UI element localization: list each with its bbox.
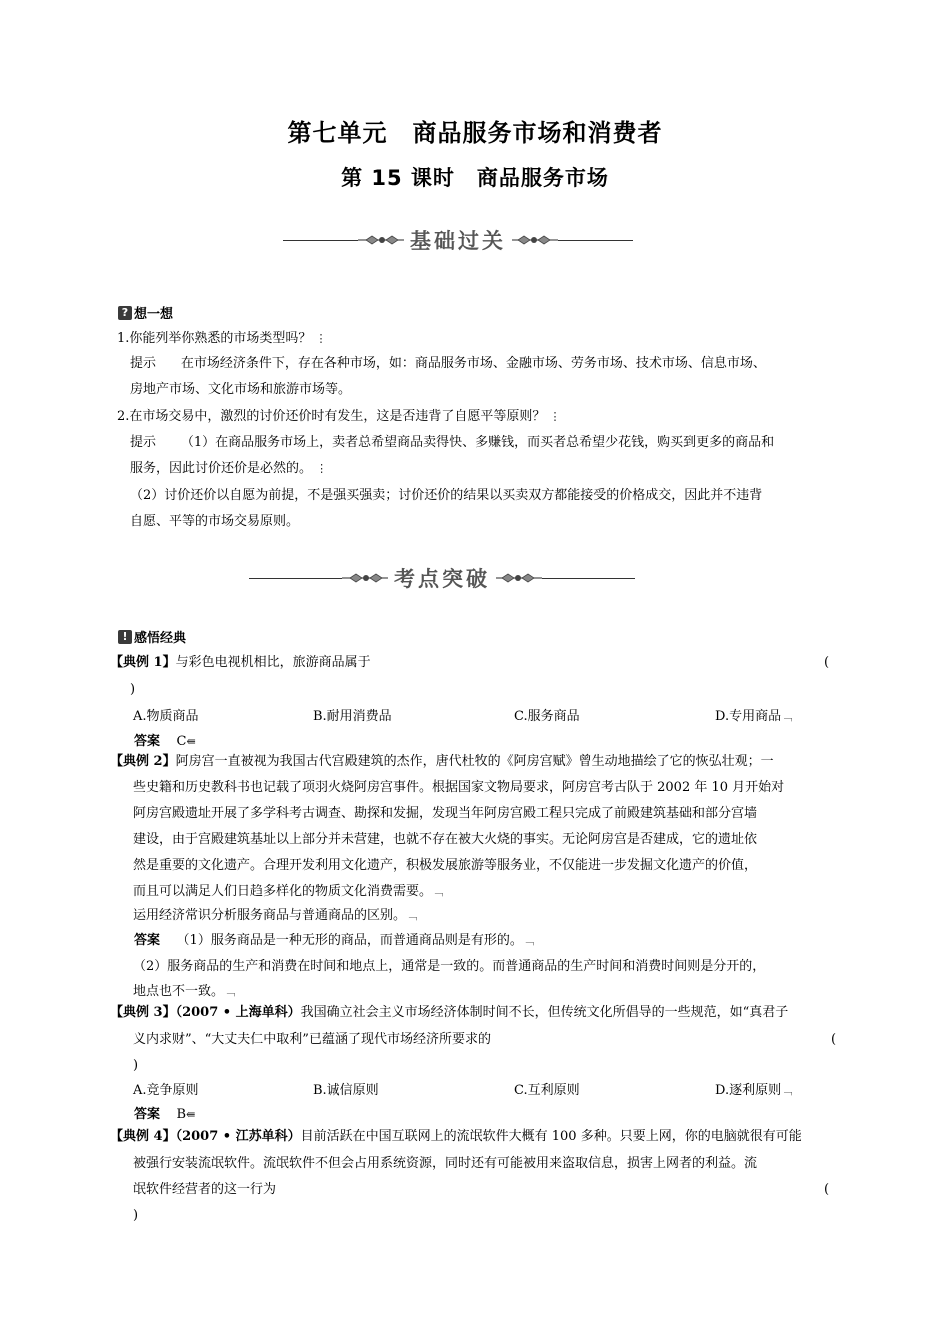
answer-paren-open: (	[824, 1182, 830, 1197]
think-heading	[118, 303, 173, 322]
option-d: D.专用商品﹁	[715, 709, 793, 724]
example-3-line: 义内求财”、“大丈夫仁中取利”已蕴涵了现代市场经济所要求的	[133, 1032, 491, 1047]
example-4-line: 氓软件经营者的这一行为	[133, 1182, 277, 1197]
example-2-line: 些史籍和历史教科书也记载了项羽火烧阿房宫事件。根据国家文物局要求，阿房宫考古队于 2002 年 10 月开始对	[133, 780, 785, 795]
hint-2: 提示 （1）在商品服务市场上，卖者总希望商品卖得快、多赚钱，而买者总希望少花钱，购买到更多的商品和	[130, 435, 775, 450]
paragraph-mark-icon: ⇚	[186, 1108, 196, 1121]
hint-2-part2: （2）讨价还价以自愿为前提，不是强买强卖；讨价还价的结果以买卖双方都能接受的价格成交，因此并不违背	[130, 488, 763, 503]
return-mark-icon: ﹁	[224, 985, 236, 998]
option-d: D.逐利原则﹁	[715, 1083, 793, 1098]
classic-heading	[118, 627, 186, 646]
example-2-line: 阿房宫殿遗址开展了多学科考古调查、勘探和发掘，发现当年阿房宫殿工程只完成了前殿建筑基础和部分宫墙	[133, 806, 758, 821]
answer-paren-close: )	[133, 1208, 139, 1223]
dots-icon: ⋮	[549, 410, 561, 423]
diamond-ornament-icon	[342, 571, 388, 585]
example-1: 【典例 1】与彩色电视机相比，旅游商品属于	[110, 655, 371, 670]
return-mark-icon: ﹁	[781, 710, 793, 723]
option-c: C.服务商品	[514, 709, 580, 724]
option-b: B.耐用消费品	[313, 709, 392, 724]
answer-1: 答案 C⇚	[134, 734, 196, 749]
exclamation-icon: !	[118, 630, 132, 644]
option-a: A.物质商品	[133, 709, 199, 724]
example-2-line: 然是重要的文化遗产。合理开发利用文化遗产，积极发展旅游等服务业，不仅能进一步发掘文化遗产的价值，	[133, 858, 758, 873]
divider-line	[283, 240, 358, 241]
diamond-ornament-icon	[512, 233, 558, 247]
example-2: 【典例 2】阿房宫一直被视为我国古代宫殿建筑的杰作，唐代杜牧的《阿房宫赋》曾生动地描绘了它的恢弘壮观；一	[110, 754, 774, 769]
answer-paren-close: )	[130, 682, 136, 697]
example-4-line: 被强行安装流氓软件。流氓软件不但会占用系统资源，同时还有可能被用来盗取信息，损害上网者的利益。流	[133, 1156, 758, 1171]
classic-heading-label: 感悟经典	[134, 631, 187, 646]
dots-icon: ⋮	[316, 462, 328, 475]
answer-paren-close: )	[133, 1058, 139, 1073]
option-c: C.互利原则	[514, 1083, 580, 1098]
example-2-line: 建设，由于宫殿建筑基址以上部分并未营建，也就不存在被大火烧的事实。无论阿房宫是否建成，它的遗址依	[133, 832, 758, 847]
lesson-title: 第 15 课时 商品服务市场	[341, 166, 609, 190]
hint-2-part2-cont: 自愿、平等的市场交易原则。	[130, 514, 300, 529]
question-2: 2.在市场交易中，激烈的讨价还价时有发生，这是否违背了自愿平等原则？ ⋮	[117, 409, 561, 424]
return-mark-icon: ﹁	[522, 934, 534, 947]
answer-paren-open: (	[824, 655, 830, 670]
answer-2-part2: （2）服务商品的生产和消费在时间和地点上，通常是一致的。而普通商品的生产时间和消费时间则是分开的，	[133, 959, 766, 974]
dots-icon: ⋮	[315, 332, 327, 345]
return-mark-icon: ﹁	[432, 885, 444, 898]
answer-2-part2-cont: 地点也不一致。﹁	[133, 984, 236, 999]
hint-1-cont: 房地产市场、文化市场和旅游市场等。	[130, 382, 352, 397]
option-a: A.竞争原则	[133, 1083, 199, 1098]
answer-3: 答案 B⇚	[134, 1107, 196, 1122]
option-b: B.诚信原则	[313, 1083, 379, 1098]
return-mark-icon: ﹁	[781, 1084, 793, 1097]
divider-line	[558, 240, 633, 241]
example-2-line: 而且可以满足人们日趋多样化的物质文化消费需要。﹁	[133, 884, 444, 899]
section-heading: 基础过关	[410, 229, 506, 253]
answer-paren-open: (	[831, 1032, 837, 1047]
example-4: 【典例 4】（2007 • 江苏单科）目前活跃在中国互联网上的流氓软件大概有 100 多种。只要上网，你的电脑就很有可能	[110, 1129, 802, 1144]
diamond-ornament-icon	[358, 233, 404, 247]
section-divider-keypoints	[249, 560, 635, 596]
section-divider-basic	[283, 222, 633, 258]
example-2-question: 运用经济常识分析服务商品与普通商品的区别。﹁	[133, 908, 418, 923]
question-1: 1.你能列举你熟悉的市场类型吗？ ⋮	[117, 331, 327, 346]
hint-1: 提示 在市场经济条件下，存在各种市场，如：商品服务市场、金融市场、劳务市场、技术市场、信息市场、	[130, 356, 766, 371]
return-mark-icon: ﹁	[406, 909, 418, 922]
hint-2-cont: 服务，因此讨价还价是必然的。 ⋮	[130, 461, 328, 476]
diamond-ornament-icon	[496, 571, 542, 585]
paragraph-mark-icon: ⇚	[186, 735, 196, 748]
divider-line	[249, 578, 342, 579]
question-icon: ?	[118, 306, 132, 320]
section-heading: 考点突破	[394, 567, 490, 591]
divider-line	[542, 578, 635, 579]
example-3: 【典例 3】（2007 • 上海单科）我国确立社会主义市场经济体制时间不长，但传统文化所倡导的一些规范，如“真君子	[110, 1005, 789, 1020]
think-heading-label: 想一想	[134, 307, 174, 322]
unit-title: 第七单元 商品服务市场和消费者	[287, 119, 663, 147]
answer-2: 答案 （1）服务商品是一种无形的商品，而普通商品则是有形的。﹁	[134, 933, 534, 948]
